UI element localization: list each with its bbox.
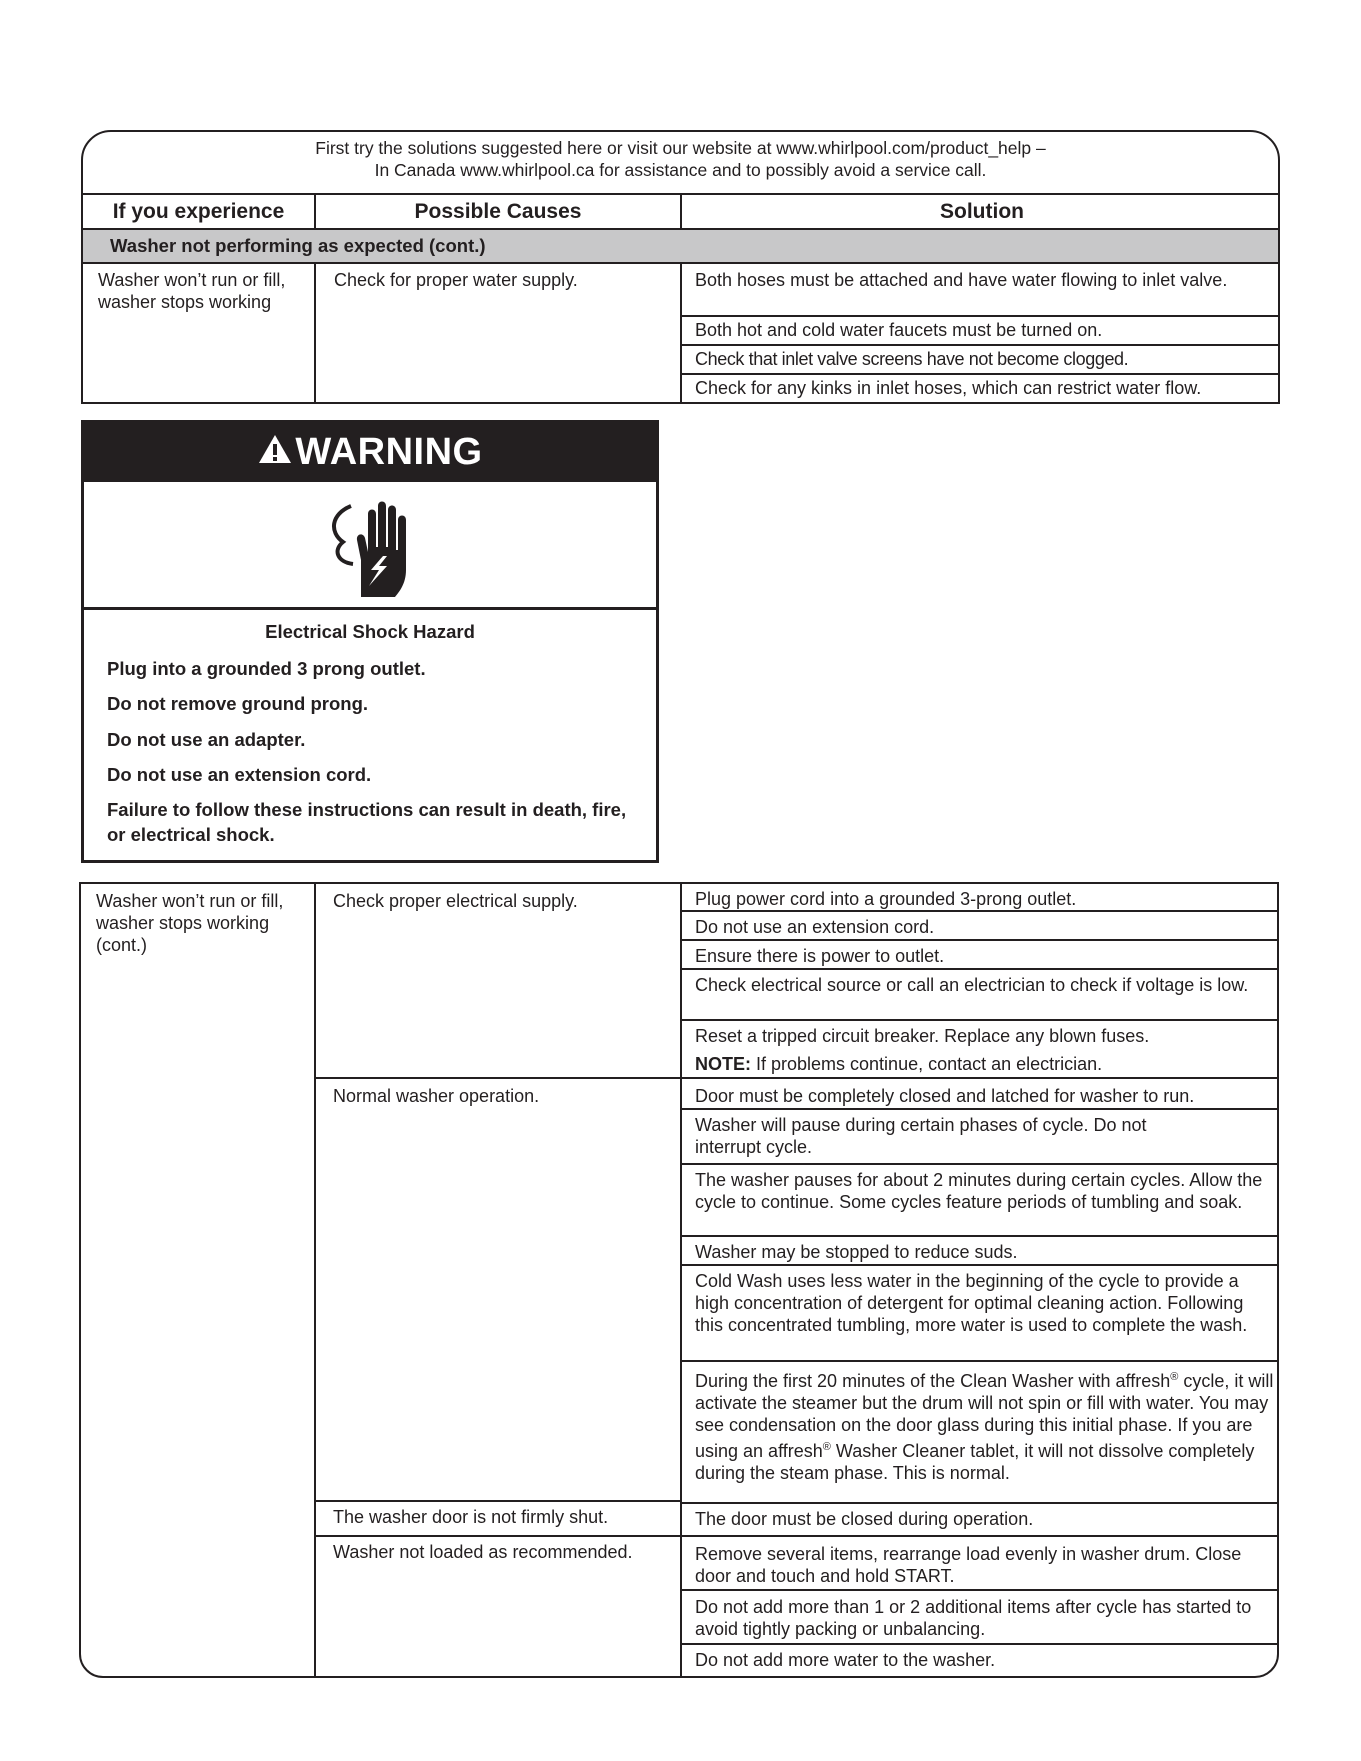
warning-header (84, 423, 656, 482)
warning-triangle-icon (257, 424, 293, 483)
divider (314, 264, 316, 404)
solution-cell: The door must be closed during operation. (695, 1509, 1034, 1529)
affresh-text-2: cycle, it will activate the steamer but the drum will not spin or fill with water. You may see condensation on the door glass during this initial phase. If you are using an affresh (695, 1371, 1274, 1461)
affresh-cell (695, 1366, 1277, 1484)
registered-mark: ® (1170, 1371, 1179, 1383)
row-divider (680, 1535, 1279, 1537)
cause-cell: The washer door is not firmly shut. (333, 1507, 609, 1527)
solution-cell: The washer pauses for about 2 minutes during certain cycles. Allow the cycle to continue. Some cycles feature periods of tumbling and soak. (695, 1170, 1263, 1212)
solution-cell: Do not add more water to the washer. (695, 1650, 996, 1670)
row-divider (680, 1108, 1279, 1110)
cause-cell: Normal washer operation. (333, 1086, 540, 1106)
row-divider (314, 1535, 680, 1537)
header-solution: Solution (940, 200, 1024, 223)
row-divider (314, 1077, 680, 1079)
row-divider (680, 315, 1280, 317)
warning-item: Do not remove ground prong. (107, 693, 369, 714)
row-divider (680, 1643, 1279, 1645)
header-causes: Possible Causes (414, 200, 582, 223)
solution-cell: Washer will pause during certain phases of cycle. Do not interrupt cycle. (695, 1115, 1147, 1157)
row-divider (680, 1360, 1279, 1362)
warning-title: Electrical Shock Hazard (265, 621, 475, 642)
solution-cell: Check electrical source or call an electrician to check if voltage is low. (695, 975, 1249, 995)
solution-cell: Cold Wash uses less water in the beginning of the cycle to provide a high concentration of detergent for optimal cleaning action. Following this concentrated tumbling, more water is used to complete the wash. (695, 1271, 1248, 1335)
warning-item: Failure to follow these instructions can result in death, fire, or electrical shock. (107, 799, 627, 845)
note-label: NOTE: (695, 1054, 751, 1074)
row-divider (680, 373, 1280, 375)
troubleshooting-table-bottom (79, 882, 1279, 1678)
section-heading: Washer not performing as expected (cont.) (83, 230, 1278, 264)
warning-item: Plug into a grounded 3 prong outlet. (107, 658, 426, 679)
experience-cell: Washer won’t run or fill, washer stops working (cont.) (96, 891, 284, 955)
divider (314, 884, 316, 1678)
row-divider (680, 968, 1279, 970)
solution-cell: Remove several items, rearrange load evenly in washer drum. Close door and touch and hold START. (695, 1544, 1242, 1586)
row-divider (680, 1235, 1279, 1237)
warning-box (81, 420, 659, 863)
warning-item: Do not use an adapter. (107, 729, 306, 750)
row-divider (680, 1589, 1279, 1591)
troubleshooting-table-top (81, 130, 1280, 404)
row-divider (680, 1019, 1279, 1021)
warning-heading: WARNING (295, 431, 483, 473)
table-header-row (83, 193, 1278, 230)
solution-cell: Reset a tripped circuit breaker. Replace any blown fuses. (695, 1026, 1150, 1046)
cause-cell: Washer not loaded as recommended. (333, 1542, 633, 1562)
solution-cell: Check that inlet valve screens have not become clogged. (695, 349, 1129, 369)
row-divider (680, 939, 1279, 941)
affresh-text-3: Washer Cleaner tablet, it will not dissolve completely during the steam phase. This is normal. (695, 1441, 1255, 1483)
note-text: If problems continue, contact an electrician. (751, 1054, 1103, 1074)
row-divider (680, 1163, 1279, 1165)
row-divider (680, 1502, 1279, 1504)
solution-cell: Do not use an extension cord. (695, 917, 935, 937)
divider (680, 264, 682, 404)
intro-text (83, 132, 1278, 193)
solution-cell: Washer may be stopped to reduce suds. (695, 1242, 1018, 1262)
intro-line-2: In Canada www.whirlpool.ca for assistance and to possibly avoid a service call. (374, 160, 987, 180)
cause-cell: Check proper electrical supply. (333, 891, 578, 911)
experience-cell: Washer won’t run or fill, washer stops working (98, 270, 286, 312)
row-divider (314, 1500, 680, 1502)
solution-cell: Do not add more than 1 or 2 additional items after cycle has started to avoid tightly packing or unbalancing. (695, 1597, 1252, 1639)
solution-cell: Both hot and cold water faucets must be turned on. (695, 320, 1103, 340)
row-divider (680, 910, 1279, 912)
header-experience: If you experience (112, 200, 285, 223)
affresh-text-1: During the first 20 minutes of the Clean Washer with affresh (695, 1371, 1171, 1391)
solution-cell: Check for any kinks in inlet hoses, which can restrict water flow. (695, 378, 1202, 398)
registered-mark: ® (822, 1441, 831, 1453)
electrical-shock-hand-icon (321, 492, 411, 602)
warning-icon-area (84, 482, 656, 610)
warning-item: Do not use an extension cord. (107, 764, 372, 785)
solution-cell: Ensure there is power to outlet. (695, 946, 945, 966)
note-cell (695, 1053, 1270, 1075)
cause-cell: Check for proper water supply. (334, 270, 578, 290)
intro-line-1: First try the solutions suggested here or visit our website at www.whirlpool.com/product_help – (315, 138, 1046, 158)
solution-cell: Door must be completely closed and latched for washer to run. (695, 1086, 1195, 1106)
row-divider (680, 1264, 1279, 1266)
row-divider (680, 1077, 1279, 1079)
row-divider (680, 344, 1280, 346)
solution-cell: Plug power cord into a grounded 3-prong outlet. (695, 889, 1077, 909)
solution-cell: Both hoses must be attached and have water flowing to inlet valve. (695, 270, 1228, 290)
divider (680, 884, 682, 1678)
